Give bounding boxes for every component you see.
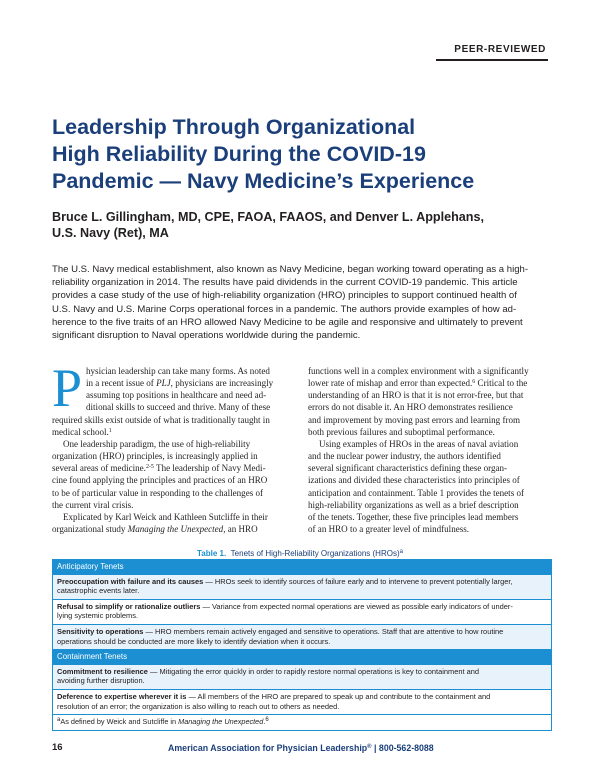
body-line: in a recent issue of PLJ, physicians are increasingly	[86, 378, 274, 389]
table-caption-label: Table 1.	[197, 549, 227, 558]
footer-line	[168, 743, 434, 753]
tenet-term: Refusal to simplify or rationalize outliers	[57, 601, 201, 611]
reference-marker: 6	[472, 379, 476, 386]
tenet-description: lying systemic problems.	[57, 611, 139, 621]
body-line: cine found applying the principles and practices of an HRO	[52, 475, 268, 486]
peer-reviewed-label: PEER-REVIEWED	[454, 44, 546, 55]
table-cell	[53, 689, 552, 714]
title-line: Pandemic — Navy Medicine’s Experience	[52, 169, 475, 193]
journal-name: PLJ	[156, 378, 171, 389]
reference-marker: 6	[265, 717, 269, 724]
tenet-description: catastrophic events later.	[57, 586, 140, 596]
footer-separator: |	[371, 743, 379, 753]
body-line: of an HRO to a greater level of mindfulness.	[308, 524, 470, 535]
body-line: ditional skills to succeed and thrive. Many of these	[86, 402, 271, 413]
tenet-term: Commitment to resilience	[57, 666, 148, 676]
author-byline	[52, 209, 552, 241]
tenet-description: — HROs seek to identify sources of failure early and to intervene to prevent potentially larger,	[203, 576, 513, 586]
body-column-right	[308, 365, 550, 535]
table-row	[53, 574, 552, 599]
body-line: Using examples of HROs in the areas of naval aviation	[319, 438, 519, 449]
article-title	[52, 114, 552, 195]
page-number: 16	[52, 742, 63, 753]
footer-org: American Association for Physician Leadership	[168, 743, 368, 753]
tenets-table	[52, 559, 552, 731]
abstract-line: reliability organization in 2014. The results have paid dividends in the current COVID-19 pandemic. This article	[52, 277, 518, 289]
abstract-line: U.S. Navy and U.S. Marine Corps operational forces in a pandemic. The authors provide examples of how ad-	[52, 303, 517, 315]
tenet-description: — Mitigating the error quickly in order to rapidly restore normal operations is key to containment and	[147, 666, 480, 676]
body-line: organizational study Managing the Unexpected, an HRO	[52, 524, 258, 535]
table-caption	[0, 549, 600, 558]
author-line: Bruce L. Gillingham, MD, CPE, FAOA, FAAOS, and Denver L. Applehans,	[52, 210, 484, 224]
table-section-title: Anticipatory Tenets	[53, 560, 552, 575]
abstract-line: significant disruption to Naval operations worldwide during the pandemic.	[52, 330, 361, 342]
tenet-description: operations should be conducted are more likely to identify deviation when it occurs.	[57, 636, 331, 646]
body-line: One leadership paradigm, the use of high-reliability	[63, 438, 251, 449]
table-cell	[53, 574, 552, 599]
title-line: Leadership Through Organizational	[52, 115, 416, 139]
reference-marker: 2-5	[145, 464, 154, 471]
book-title: Managing the Unexpected	[127, 524, 224, 535]
body-line: the current viral crisis.	[52, 499, 134, 510]
table-caption-marker: a	[399, 549, 403, 555]
table-cell	[53, 664, 552, 689]
tenet-term: Deference to expertise wherever it is	[57, 691, 187, 701]
body-line: izations and divided these characteristics into principles of	[308, 475, 520, 486]
table-cell	[53, 599, 552, 624]
abstract-line: provides a case study of the use of high-reliability organization (HRO) principles to support continued health of	[52, 290, 517, 302]
author-line: U.S. Navy (Ret), MA	[52, 226, 169, 240]
table-caption-text: Tenets of High-Reliability Organizations (HROs)	[230, 549, 400, 558]
body-line: several significant characteristics defining these organ-	[308, 463, 508, 474]
table-row	[53, 599, 552, 624]
body-line: lower rate of mishap and error than expected.$^6$ Critical to the	[308, 378, 528, 389]
body-line: and the nuclear power industry, the authors identified	[308, 451, 501, 462]
registered-mark: ®	[367, 744, 372, 750]
tenet-term: Sensitivity to operations	[57, 626, 144, 636]
header-rule	[436, 59, 548, 61]
body-line: to be of particular value in responding to the challenges of	[52, 487, 264, 498]
body-line: of the tenets. Together, these five principles lead members	[308, 511, 519, 522]
table-row	[53, 624, 552, 649]
abstract	[52, 263, 552, 342]
body-line: medical school.$^1$	[52, 426, 112, 437]
body-line: several areas of medicine.$^{2-5}$ The leadership of Navy Medi-	[52, 463, 266, 474]
body-line: and improvement by moving past errors and learning from	[308, 414, 521, 425]
body-line: organization (HRO) principles, is increasingly applied in	[52, 451, 258, 462]
tenet-description: resolution of an error; the organization is also willing to reach out to others as needed.	[57, 701, 340, 711]
body-line: high-reliability organizations as well as a brief description	[308, 499, 519, 510]
abstract-line: The U.S. Navy medical establishment, also known as Navy Medicine, began working toward operating as a high-	[52, 264, 528, 275]
footnote-marker: a	[57, 717, 61, 724]
tenet-description: — All members of the HRO are prepared to speak up and contribute to the containment and	[186, 691, 491, 701]
tenet-description: — Variance from expected normal operations are viewed as possible early indicators of under-	[200, 601, 513, 611]
body-line: anticipation and containment. Table 1 provides the tenets of	[308, 487, 525, 498]
tenet-description: avoiding further disruption.	[57, 676, 145, 686]
drop-cap: P	[52, 358, 83, 418]
body-line: hysician leadership can take many forms. As noted	[86, 366, 270, 376]
body-line: errors do not disable it. An HRO demonstrates resilience	[308, 402, 513, 413]
table-footnote-row	[53, 715, 552, 731]
table-section-header	[53, 650, 552, 665]
body-line: understanding of an HRO is that it is not error-free, but that	[308, 390, 524, 401]
table-row	[53, 664, 552, 689]
tenet-term: Preoccupation with failure and its causes	[57, 576, 204, 586]
book-title: Managing the Unexpected	[178, 717, 264, 727]
table-cell	[53, 624, 552, 649]
body-line: both previous failures and suboptimal performance.	[308, 426, 495, 437]
body-line: functions well in a complex environment with a significantly	[308, 366, 529, 376]
title-line: High Reliability During the COVID-19	[52, 142, 426, 166]
table-row	[53, 689, 552, 714]
footer-phone: 800-562-8088	[378, 743, 434, 753]
body-line: required skills exist outside of what is traditionally taught in	[52, 414, 270, 425]
body-column-left	[52, 358, 292, 535]
body-line: Explicated by Karl Weick and Kathleen Sutcliffe in their	[63, 511, 268, 522]
tenet-description: — HRO members remain actively engaged and sensitive to operations. Staff that are attentive to how routine	[143, 626, 504, 636]
table-footnote: $^a$As defined by Weick and Sutcliffe in Managing the Unexpected.$^6$	[53, 715, 552, 731]
reference-marker: 1	[108, 427, 112, 434]
abstract-line: herence to the five traits of an HRO allowed Navy Medicine to be agile and responsive and ultimately to prevent	[52, 316, 523, 328]
table-section-header	[53, 560, 552, 575]
body-line: assuming top positions in healthcare and need ad-	[86, 390, 267, 401]
table-section-title: Containment Tenets	[53, 650, 552, 665]
